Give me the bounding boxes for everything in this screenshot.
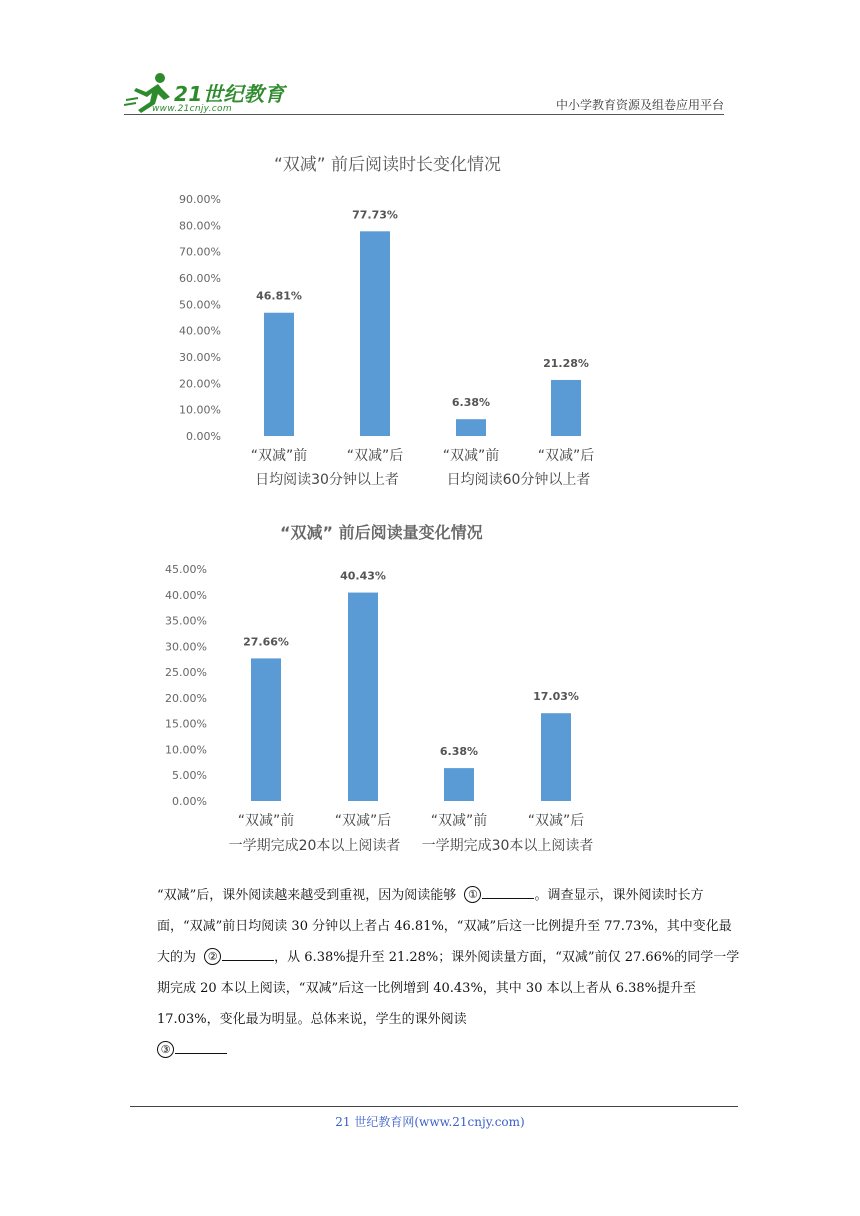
- platform-name: 中小学教育资源及组卷应用平台: [555, 98, 724, 112]
- category-label: “双减”前: [442, 448, 500, 464]
- y-tick-label: 50.00%: [179, 298, 221, 312]
- fill-blank-2[interactable]: [222, 946, 274, 961]
- fill-blank-3[interactable]: [175, 1039, 227, 1054]
- bar: [541, 713, 571, 801]
- group-label: 日均阅读60分钟以上者: [446, 472, 591, 488]
- chart1-title: “双减” 前后阅读时长变化情况: [274, 155, 502, 175]
- reading-time-bar-chart: [150, 178, 750, 523]
- y-tick-label: 70.00%: [179, 245, 221, 259]
- para-segment-3: ，从 6.38%提升至 21.28%；课外阅读量方面，“双减”前仅 27.66%的同学一学期完成 20 本以上阅读，“双减”后这一比例增到 40.43%，其中 30 本以上者从 6.38%提升至 17.03%，变化最为明显。总体来说，学生的课外阅读: [157, 950, 740, 1027]
- page-header: [124, 66, 724, 116]
- chart2-title: “双减” 前后阅读量变化情况: [280, 523, 483, 542]
- data-label: 17.03%: [533, 690, 579, 704]
- category-label: “双减”后: [346, 448, 404, 464]
- y-tick-label: 20.00%: [165, 691, 207, 705]
- data-label: 46.81%: [256, 289, 302, 303]
- y-tick-label: 80.00%: [179, 219, 221, 233]
- category-label: “双减”前: [430, 813, 488, 829]
- blank-number-3: ③: [157, 1041, 174, 1058]
- fill-blank-1[interactable]: [482, 884, 534, 899]
- bar: [348, 593, 378, 801]
- bar: [444, 768, 474, 801]
- logo-text: 21世纪教育: [174, 82, 285, 106]
- category-label: “双减”后: [537, 448, 595, 464]
- y-tick-label: 40.00%: [165, 588, 207, 602]
- y-tick-label: 40.00%: [179, 324, 221, 338]
- data-label: 6.38%: [439, 745, 479, 759]
- header-divider: [124, 114, 724, 115]
- y-tick-label: 15.00%: [165, 717, 207, 731]
- data-label: 40.43%: [340, 569, 386, 583]
- bar: [264, 313, 294, 436]
- y-tick-label: 45.00%: [165, 563, 207, 576]
- footer-link[interactable]: 21 世纪教育网(www.21cnjy.com): [335, 1115, 525, 1129]
- para-segment-2: 。调查显示，课外阅读时长方面，“双减”前日均阅读 30 分钟以上者占 46.81%，“双减”后这一比例提升至 77.73%，其中变化最大的为: [157, 888, 732, 965]
- para-segment-1: “双减”后，课外阅读越来越受到重视，因为阅读能够: [157, 888, 457, 903]
- footer-divider: [130, 1106, 738, 1107]
- data-label: 27.66%: [243, 635, 289, 649]
- y-tick-label: 60.00%: [179, 272, 221, 285]
- group-label: 日均阅读30分钟以上者: [255, 472, 399, 488]
- y-tick-label: 20.00%: [179, 377, 221, 391]
- site-logo: [124, 70, 294, 114]
- group-label: 一学期完成20本以上阅读者: [228, 838, 401, 854]
- group-label: 一学期完成30本以上阅读者: [421, 838, 594, 854]
- y-tick-label: 0.00%: [172, 795, 207, 808]
- body-paragraph: [157, 880, 743, 1066]
- category-label: “双减”前: [237, 813, 295, 829]
- data-label: 77.73%: [352, 208, 398, 222]
- blank-number-1: ①: [464, 886, 481, 903]
- bar: [251, 658, 281, 801]
- category-label: “双减”后: [527, 813, 585, 829]
- blank-number-2: ②: [204, 948, 221, 965]
- bar: [551, 380, 581, 436]
- category-label: “双减”后: [334, 813, 392, 829]
- bar: [360, 231, 390, 436]
- y-tick-label: 5.00%: [172, 769, 207, 783]
- y-tick-label: 30.00%: [179, 351, 221, 364]
- y-tick-label: 35.00%: [165, 614, 207, 628]
- y-tick-label: 0.00%: [186, 430, 221, 443]
- y-tick-label: 30.00%: [165, 640, 207, 654]
- logo-url: www.21cnjy.com: [152, 104, 232, 114]
- y-tick-label: 10.00%: [165, 743, 207, 757]
- reading-amount-bar-chart: [140, 555, 760, 865]
- y-tick-label: 90.00%: [179, 193, 221, 206]
- y-tick-label: 10.00%: [179, 403, 221, 417]
- data-label: 21.28%: [543, 356, 589, 370]
- y-tick-label: 25.00%: [165, 666, 207, 680]
- bar: [456, 419, 486, 436]
- category-label: “双减”前: [250, 448, 308, 464]
- data-label: 6.38%: [451, 396, 491, 410]
